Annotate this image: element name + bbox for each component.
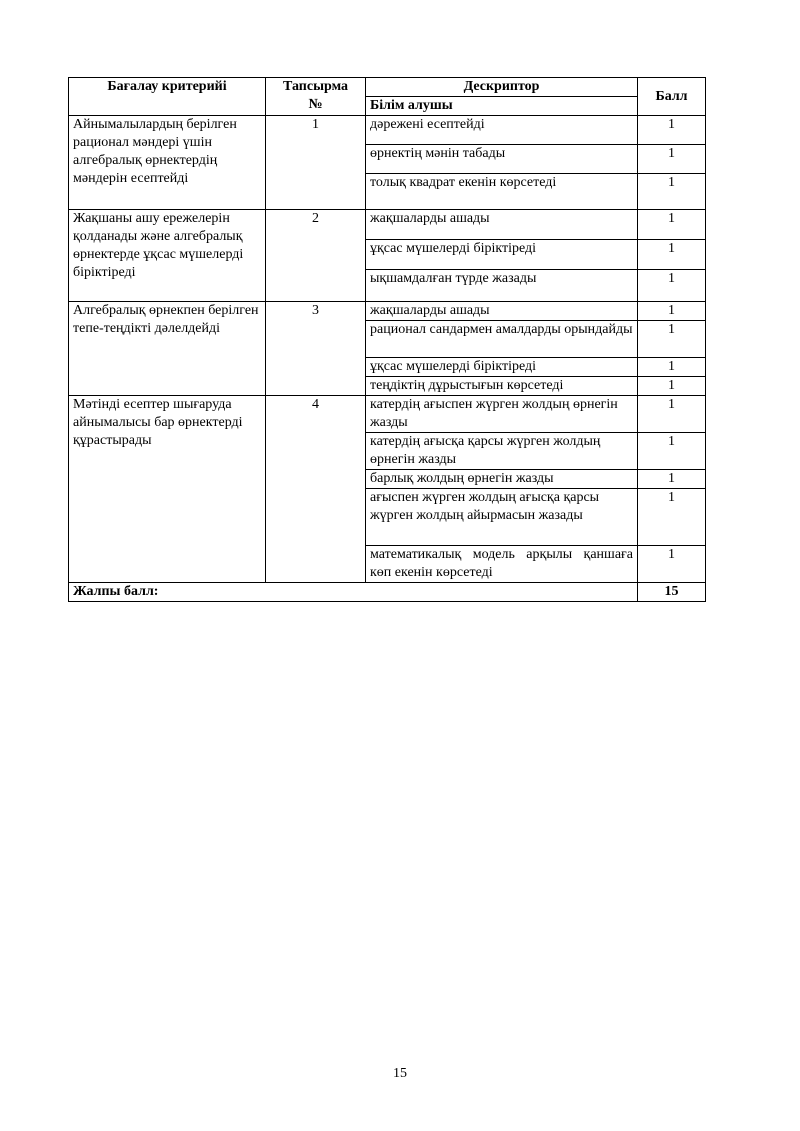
table-row <box>69 116 706 145</box>
score-cell: 1 <box>638 489 706 546</box>
score-cell: 1 <box>638 321 706 358</box>
total-score: 15 <box>638 583 706 602</box>
table-row <box>69 302 706 321</box>
header-descriptor-sub: Білім алушы <box>366 97 638 116</box>
page-number: 15 <box>393 1066 407 1081</box>
score-cell: 1 <box>638 174 706 210</box>
descriptor-cell: өрнектің мәнін табады <box>366 145 638 174</box>
score-cell: 1 <box>638 377 706 396</box>
assessment-rubric-table <box>68 77 706 602</box>
criterion-cell: Айнымалылардың берілген рационал мәндері үшін алгебралық өрнектердің мәндерін есептейді <box>69 116 266 210</box>
table-row <box>69 210 706 240</box>
descriptor-cell: жақшаларды ашады <box>366 302 638 321</box>
descriptor-cell: ықшамдалған түрде жазады <box>366 270 638 302</box>
total-row <box>69 583 706 602</box>
score-cell: 1 <box>638 210 706 240</box>
score-cell: 1 <box>638 270 706 302</box>
score-cell: 1 <box>638 145 706 174</box>
descriptor-cell: барлық жолдың өрнегін жазды <box>366 470 638 489</box>
score-cell: 1 <box>638 396 706 433</box>
task-number-cell: 2 <box>266 210 366 302</box>
task-number-cell: 1 <box>266 116 366 210</box>
score-cell: 1 <box>638 433 706 470</box>
descriptor-cell: рационал сандармен амалдарды орындайды <box>366 321 638 358</box>
header-task-line1: Тапсырма <box>282 79 349 94</box>
descriptor-cell: толық квадрат екенін көрсетеді <box>366 174 638 210</box>
criterion-cell: Мәтінді есептер шығаруда айнымалысы бар өрнектерді құрастырады <box>69 396 266 583</box>
criterion-cell: Алгебралық өрнекпен берілген тепе-теңдікті дәлелдейді <box>69 302 266 396</box>
header-task-line2: № <box>308 97 323 112</box>
descriptor-cell: математикалық модель арқылы қаншаға көп екенін көрсетеді <box>366 546 638 583</box>
descriptor-cell: ұқсас мүшелерді біріктіреді <box>366 240 638 270</box>
descriptor-cell: катердің ағыспен жүрген жолдың өрнегін жазды <box>366 396 638 433</box>
descriptor-cell: дәрежені есептейді <box>366 116 638 145</box>
task-number-cell: 4 <box>266 396 366 583</box>
descriptor-cell: жақшаларды ашады <box>366 210 638 240</box>
descriptor-cell: катердің ағысқа қарсы жүрген жолдың өрнегін жазды <box>366 433 638 470</box>
descriptor-cell: ұқсас мүшелерді біріктіреді <box>366 358 638 377</box>
header-task <box>266 78 366 116</box>
header-descriptor: Дескриптор <box>366 78 638 97</box>
score-cell: 1 <box>638 358 706 377</box>
criterion-cell: Жақшаны ашу ережелерін қолданады және алгебралық өрнектерде ұқсас мүшелерді біріктіреді <box>69 210 266 302</box>
score-cell: 1 <box>638 116 706 145</box>
total-label: Жалпы балл: <box>69 583 638 602</box>
score-cell: 1 <box>638 240 706 270</box>
rubric-body <box>69 116 706 602</box>
descriptor-cell: ағыспен жүрген жолдың ағысқа қарсы жүрген жолдың айырмасын жазады <box>366 489 638 546</box>
header-score: Балл <box>638 78 706 116</box>
descriptor-cell: теңдіктің дұрыстығын көрсетеді <box>366 377 638 396</box>
score-cell: 1 <box>638 546 706 583</box>
header-criterion: Бағалау критерийі <box>69 78 266 116</box>
score-cell: 1 <box>638 470 706 489</box>
table-row <box>69 396 706 433</box>
task-number-cell: 3 <box>266 302 366 396</box>
score-cell: 1 <box>638 302 706 321</box>
